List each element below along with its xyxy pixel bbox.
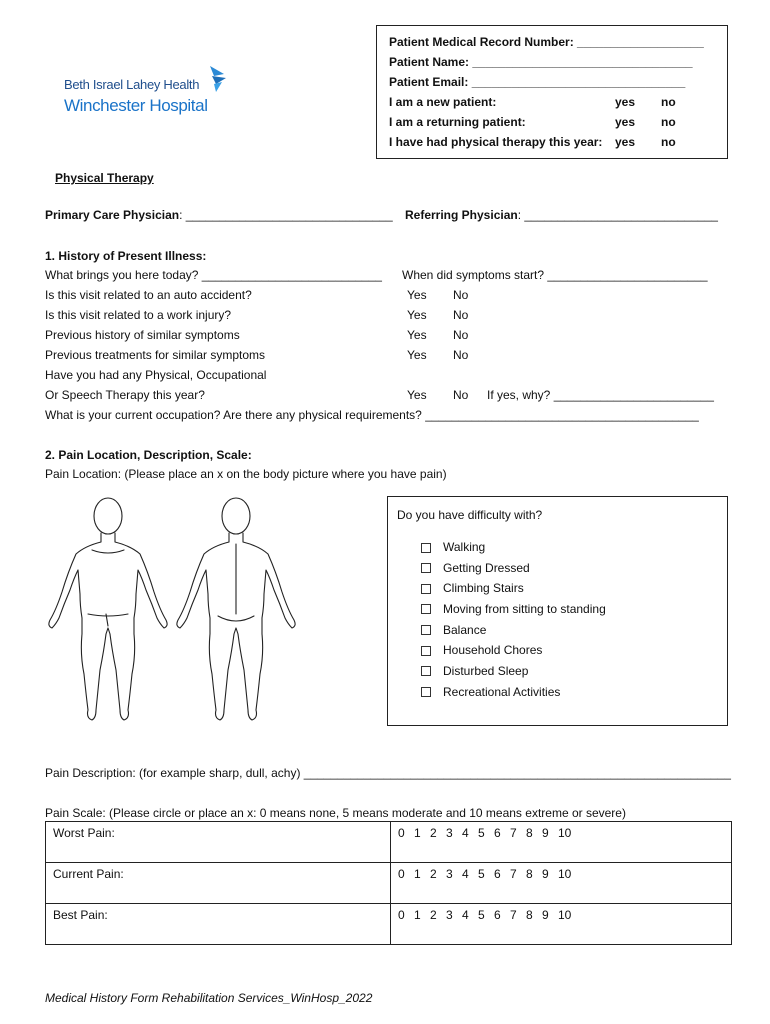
auto-accident-label: Is this visit related to an auto accident? (45, 288, 252, 302)
scale-option-1[interactable]: 1 (414, 867, 421, 881)
worst-pain-scale[interactable] (391, 822, 732, 863)
recreational-checkbox[interactable] (421, 687, 431, 697)
new-patient-no[interactable]: no (661, 95, 676, 109)
scale-option-7[interactable]: 7 (510, 867, 517, 881)
scale-option-2[interactable]: 2 (430, 908, 437, 922)
scale-option-9[interactable]: 9 (542, 826, 549, 840)
returning-patient-no[interactable]: no (661, 115, 676, 129)
balance-checkbox[interactable] (421, 625, 431, 635)
current-pain-label: Current Pain: (46, 863, 391, 904)
auto-accident-yes[interactable]: Yes (407, 288, 427, 302)
auto-accident-no[interactable]: No (453, 288, 469, 302)
household-chores-label: Household Chores (443, 643, 543, 657)
referring-line[interactable]: : _____________________________ (517, 208, 718, 222)
new-patient-yes[interactable]: yes (615, 95, 636, 109)
scale-option-4[interactable]: 4 (462, 908, 469, 922)
scale-option-8[interactable]: 8 (526, 867, 533, 881)
scale-option-6[interactable]: 6 (494, 867, 501, 881)
scale-option-7[interactable]: 7 (510, 908, 517, 922)
body-back-icon[interactable] (177, 498, 295, 720)
prev-history-label: Previous history of similar symptoms (45, 328, 240, 342)
scale-option-1[interactable]: 1 (414, 908, 421, 922)
had-pt-yes[interactable]: yes (615, 135, 636, 149)
therapy-no[interactable]: No (453, 388, 469, 402)
scale-option-10[interactable]: 10 (558, 826, 572, 840)
pain-scale-intro: Pain Scale: (Please circle or place an x: 0 means none, 5 means moderate and 10 means extreme or severe) (45, 806, 626, 820)
sit-to-stand-checkbox[interactable] (421, 604, 431, 614)
body-front-icon[interactable] (49, 498, 167, 720)
pain-location-label: Pain Location: (Please place an x on the body picture where you have pain) (45, 467, 447, 481)
had-therapy-label: Have you had any Physical, Occupational (45, 368, 267, 382)
brings-field[interactable]: What brings you here today? ___________________________ (45, 268, 382, 282)
scale-option-6[interactable]: 6 (494, 826, 501, 840)
difficulty-title: Do you have difficulty with? (397, 508, 543, 522)
scale-option-0[interactable]: 0 (398, 826, 405, 840)
pain-scale-table (45, 821, 732, 945)
work-injury-no[interactable]: No (453, 308, 469, 322)
current-pain-row (46, 863, 732, 904)
prev-history-yes[interactable]: Yes (407, 328, 427, 342)
scale-option-6[interactable]: 6 (494, 908, 501, 922)
logo-text-line2: Winchester Hospital (64, 96, 208, 115)
had-pt-no[interactable]: no (661, 135, 676, 149)
scale-option-9[interactable]: 9 (542, 867, 549, 881)
pcp-field[interactable] (45, 208, 393, 222)
prev-treatment-yes[interactable]: Yes (407, 348, 427, 362)
scale-option-0[interactable]: 0 (398, 908, 405, 922)
symptoms-start-field[interactable]: When did symptoms start? ________________________ (402, 268, 708, 282)
hospital-logo (64, 64, 234, 120)
scale-option-3[interactable]: 3 (446, 908, 453, 922)
scale-option-10[interactable]: 10 (558, 908, 572, 922)
pain-heading: 2. Pain Location, Description, Scale: (45, 448, 252, 462)
climbing-stairs-label: Climbing Stairs (443, 581, 524, 595)
getting-dressed-checkbox[interactable] (421, 563, 431, 573)
sit-to-stand-label: Moving from sitting to standing (443, 602, 606, 616)
scale-option-1[interactable]: 1 (414, 826, 421, 840)
new-patient-label: I am a new patient: (389, 95, 497, 109)
prev-treatment-label: Previous treatments for similar symptoms (45, 348, 266, 362)
walking-checkbox[interactable] (421, 543, 431, 553)
therapy-why-field[interactable]: If yes, why? ________________________ (487, 388, 714, 402)
best-pain-row (46, 904, 732, 945)
scale-option-4[interactable]: 4 (462, 826, 469, 840)
patient-name-field[interactable]: Patient Name: _________________________________ (389, 55, 693, 69)
patient-email-field[interactable]: Patient Email: ________________________________ (389, 75, 686, 89)
scale-option-9[interactable]: 9 (542, 908, 549, 922)
logo-bird-icon (204, 64, 228, 94)
returning-patient-label: I am a returning patient: (389, 115, 526, 129)
pcp-line[interactable]: : _______________________________ (179, 208, 393, 222)
balance-label: Balance (443, 623, 487, 637)
difficulty-box (387, 496, 728, 726)
scale-option-8[interactable]: 8 (526, 826, 533, 840)
scale-option-2[interactable]: 2 (430, 867, 437, 881)
referring-label: Referring Physician (405, 208, 518, 222)
disturbed-sleep-checkbox[interactable] (421, 666, 431, 676)
occupation-field[interactable]: What is your current occupation? Are there any physical requirements? _________________________________________ (45, 408, 699, 422)
mrn-field[interactable]: Patient Medical Record Number: ___________________ (389, 35, 704, 49)
climbing-stairs-checkbox[interactable] (421, 584, 431, 594)
scale-option-5[interactable]: 5 (478, 908, 485, 922)
scale-option-5[interactable]: 5 (478, 826, 485, 840)
current-pain-scale[interactable] (391, 863, 732, 904)
worst-pain-row (46, 822, 732, 863)
had-pt-label: I have had physical therapy this year: (389, 135, 603, 149)
speech-therapy-label: Or Speech Therapy this year? (45, 388, 205, 402)
scale-option-4[interactable]: 4 (462, 867, 469, 881)
prev-treatment-no[interactable]: No (453, 348, 469, 362)
walking-label: Walking (443, 540, 486, 554)
form-title: Physical Therapy (55, 171, 154, 185)
worst-pain-label: Worst Pain: (46, 822, 391, 863)
pain-description-field[interactable]: Pain Description: (for example sharp, dull, achy) ________________________________________________________________ (45, 766, 731, 780)
scale-option-2[interactable]: 2 (430, 826, 437, 840)
history-heading: 1. History of Present Illness: (45, 249, 207, 263)
getting-dressed-label: Getting Dressed (443, 561, 530, 575)
recreational-label: Recreational Activities (443, 685, 561, 699)
scale-option-5[interactable]: 5 (478, 867, 485, 881)
pcp-label: Primary Care Physician (45, 208, 180, 222)
returning-patient-yes[interactable]: yes (615, 115, 636, 129)
therapy-yes[interactable]: Yes (407, 388, 427, 402)
footer-text: Medical History Form Rehabilitation Services_WinHosp_2022 (45, 991, 373, 1005)
scale-option-3[interactable]: 3 (446, 826, 453, 840)
prev-history-no[interactable]: No (453, 328, 469, 342)
logo-text-line1: Beth Israel Lahey Health (64, 77, 200, 92)
scale-option-8[interactable]: 8 (526, 908, 533, 922)
scale-option-3[interactable]: 3 (446, 867, 453, 881)
household-chores-checkbox[interactable] (421, 646, 431, 656)
referring-field[interactable] (405, 208, 718, 222)
best-pain-label: Best Pain: (46, 904, 391, 945)
best-pain-scale[interactable] (391, 904, 732, 945)
scale-option-10[interactable]: 10 (558, 867, 572, 881)
body-diagram[interactable] (40, 494, 300, 730)
disturbed-sleep-label: Disturbed Sleep (443, 664, 529, 678)
scale-option-0[interactable]: 0 (398, 867, 405, 881)
work-injury-label: Is this visit related to a work injury? (45, 308, 232, 322)
patient-info-box (376, 25, 728, 159)
scale-option-7[interactable]: 7 (510, 826, 517, 840)
work-injury-yes[interactable]: Yes (407, 308, 427, 322)
